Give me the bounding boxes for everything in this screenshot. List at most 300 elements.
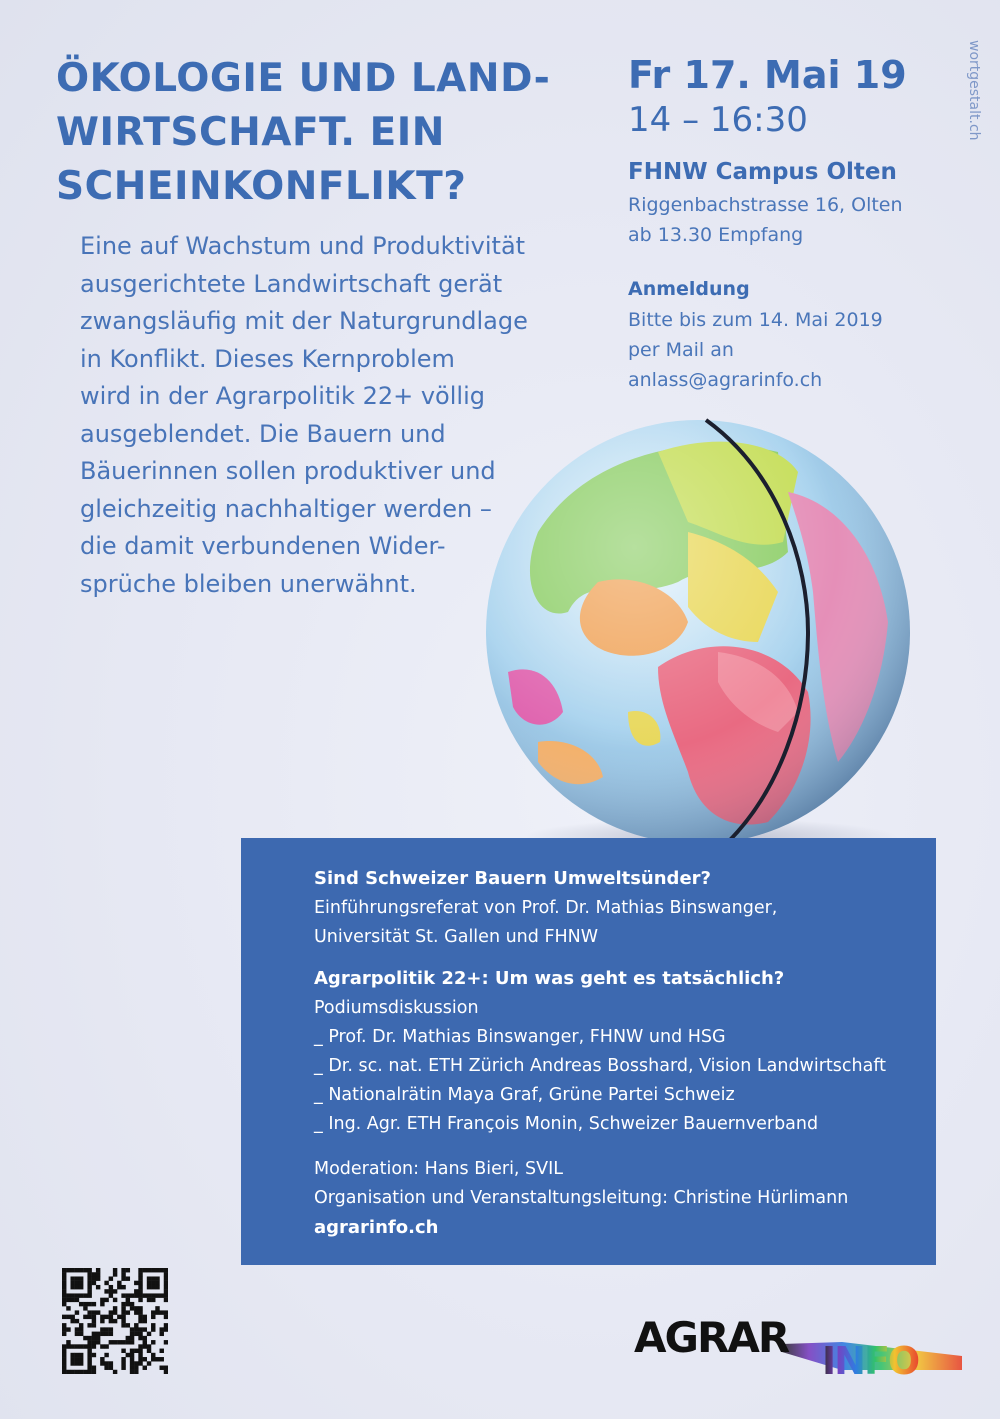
qr-module xyxy=(109,1310,113,1314)
title-line: WIRTSCHAFT. EIN xyxy=(56,110,445,155)
qr-module xyxy=(79,1285,83,1289)
qr-module xyxy=(134,1361,138,1365)
qr-module xyxy=(151,1285,155,1289)
qr-module xyxy=(92,1370,96,1374)
qr-module xyxy=(83,1306,87,1310)
qr-module xyxy=(113,1340,117,1344)
intro-line: Eine auf Wachstum und Produktivität xyxy=(80,232,526,260)
panelist: _ Prof. Dr. Mathias Binswanger, FHNW und HSG xyxy=(314,1027,726,1047)
qr-module xyxy=(134,1323,138,1327)
qr-module xyxy=(92,1281,96,1285)
qr-module xyxy=(70,1361,74,1365)
qr-module xyxy=(92,1336,96,1340)
qr-module xyxy=(62,1353,66,1357)
qr-module xyxy=(87,1353,91,1357)
qr-module xyxy=(75,1281,79,1285)
qr-module xyxy=(164,1340,168,1344)
qr-module xyxy=(130,1366,134,1370)
qr-module xyxy=(164,1327,168,1331)
qr-module xyxy=(160,1349,164,1353)
qr-module xyxy=(164,1285,168,1289)
qr-module xyxy=(164,1366,168,1370)
intro-line: sprüche bleiben unerwähnt. xyxy=(80,569,417,598)
qr-module xyxy=(138,1349,142,1353)
qr-module xyxy=(87,1289,91,1293)
qr-module xyxy=(70,1319,74,1323)
qr-module xyxy=(151,1315,155,1319)
panelist: _ Ing. Agr. ETH François Monin, Schweizer Bauernverband xyxy=(314,1114,819,1134)
qr-module xyxy=(147,1285,151,1289)
qr-module xyxy=(104,1366,108,1370)
qr-module xyxy=(66,1268,70,1272)
qr-module xyxy=(151,1298,155,1302)
qr-module xyxy=(164,1276,168,1280)
qr-module xyxy=(83,1315,87,1319)
qr-module xyxy=(87,1276,91,1280)
qr-module xyxy=(104,1315,108,1319)
qr-module xyxy=(62,1366,66,1370)
qr-module xyxy=(96,1272,100,1276)
qr-module xyxy=(143,1315,147,1319)
qr-module xyxy=(138,1289,142,1293)
qr-module xyxy=(134,1327,138,1331)
registration-email[interactable]: anlass@agrarinfo.ch xyxy=(628,369,823,391)
qr-module xyxy=(109,1327,113,1331)
qr-module xyxy=(109,1340,113,1344)
qr-module xyxy=(151,1268,155,1272)
qr-module xyxy=(130,1353,134,1357)
qr-module xyxy=(62,1327,66,1331)
intro-line: wird in der Agrarpolitik 22+ völlig xyxy=(80,382,485,410)
qr-module xyxy=(66,1315,70,1319)
qr-module xyxy=(147,1298,151,1302)
qr-module xyxy=(155,1306,159,1310)
qr-module xyxy=(164,1289,168,1293)
qr-module xyxy=(109,1276,113,1280)
qr-module xyxy=(126,1353,130,1357)
qr-module xyxy=(113,1298,117,1302)
qr-module xyxy=(79,1332,83,1336)
qr-module xyxy=(164,1310,168,1314)
qr-module xyxy=(130,1332,134,1336)
qr-module xyxy=(79,1302,83,1306)
qr-module xyxy=(96,1340,100,1344)
qr-module xyxy=(62,1293,66,1297)
qr-module xyxy=(87,1285,91,1289)
qr-module xyxy=(92,1323,96,1327)
talk-line: Einführungsreferat von Prof. Dr. Mathias Binswanger, xyxy=(314,898,778,918)
qr-module xyxy=(121,1349,125,1353)
qr-module xyxy=(164,1323,168,1327)
qr-module xyxy=(143,1336,147,1340)
qr-module xyxy=(126,1336,130,1340)
qr-module xyxy=(121,1306,125,1310)
website-link[interactable]: agrarinfo.ch xyxy=(314,1217,439,1238)
qr-module xyxy=(130,1370,134,1374)
qr-module xyxy=(138,1285,142,1289)
qr-module xyxy=(75,1268,79,1272)
qr-module xyxy=(83,1293,87,1297)
event-time: 14 – 16:30 xyxy=(628,100,808,140)
qr-module xyxy=(126,1310,130,1314)
intro-line: ausgeblendet. Die Bauern und xyxy=(80,419,446,448)
qr-module xyxy=(151,1323,155,1327)
qr-module xyxy=(130,1336,134,1340)
qr-module xyxy=(143,1293,147,1297)
qr-module xyxy=(100,1332,104,1336)
qr-code-icon[interactable] xyxy=(62,1268,168,1374)
qr-module xyxy=(160,1332,164,1336)
qr-module xyxy=(66,1370,70,1374)
qr-module xyxy=(79,1323,83,1327)
qr-module xyxy=(83,1344,87,1348)
qr-module xyxy=(160,1293,164,1297)
qr-module xyxy=(70,1281,74,1285)
qr-module xyxy=(100,1319,104,1323)
qr-module xyxy=(109,1332,113,1336)
qr-module xyxy=(164,1268,168,1272)
qr-module xyxy=(147,1268,151,1272)
qr-module xyxy=(96,1276,100,1280)
qr-module xyxy=(87,1281,91,1285)
qr-module xyxy=(66,1293,70,1297)
qr-module xyxy=(113,1272,117,1276)
qr-module xyxy=(66,1298,70,1302)
event-title xyxy=(56,52,616,214)
qr-module xyxy=(155,1357,159,1361)
qr-module xyxy=(151,1281,155,1285)
qr-module xyxy=(138,1361,142,1365)
qr-module xyxy=(126,1268,130,1272)
qr-module xyxy=(62,1315,66,1319)
qr-module xyxy=(134,1370,138,1374)
qr-module xyxy=(134,1306,138,1310)
qr-module xyxy=(87,1315,91,1319)
qr-module xyxy=(147,1293,151,1297)
qr-module xyxy=(100,1302,104,1306)
qr-module xyxy=(143,1344,147,1348)
qr-module xyxy=(79,1370,83,1374)
qr-module xyxy=(151,1293,155,1297)
intro-line: in Konflikt. Dieses Kernproblem xyxy=(80,344,455,373)
globe-image xyxy=(478,412,918,852)
qr-module xyxy=(147,1276,151,1280)
qr-module xyxy=(70,1353,74,1357)
qr-module xyxy=(151,1310,155,1314)
qr-module xyxy=(121,1310,125,1314)
globe-icon xyxy=(478,412,918,852)
qr-module xyxy=(104,1289,108,1293)
qr-module xyxy=(121,1319,125,1323)
qr-module xyxy=(126,1298,130,1302)
qr-module xyxy=(62,1357,66,1361)
registration-title: Anmeldung xyxy=(628,278,750,300)
qr-module xyxy=(79,1281,83,1285)
qr-module xyxy=(147,1349,151,1353)
qr-module xyxy=(83,1302,87,1306)
qr-module xyxy=(121,1285,125,1289)
qr-module xyxy=(138,1293,142,1297)
panelist: _ Dr. sc. nat. ETH Zürich Andreas Bosshard, Vision Landwirtschaft xyxy=(314,1056,887,1076)
intro-line: Bäuerinnen sollen produktiver und xyxy=(80,457,496,485)
qr-module xyxy=(87,1357,91,1361)
qr-module xyxy=(117,1315,121,1319)
qr-module xyxy=(70,1298,74,1302)
qr-module xyxy=(75,1344,79,1348)
qr-module xyxy=(100,1327,104,1331)
qr-module xyxy=(164,1293,168,1297)
qr-module xyxy=(62,1332,66,1336)
qr-module xyxy=(70,1357,74,1361)
qr-module xyxy=(92,1340,96,1344)
qr-module xyxy=(138,1332,142,1336)
qr-module xyxy=(117,1285,121,1289)
qr-module xyxy=(138,1298,142,1302)
qr-module xyxy=(109,1289,113,1293)
qr-module xyxy=(130,1357,134,1361)
qr-module xyxy=(134,1332,138,1336)
qr-code-graphic xyxy=(62,1268,168,1374)
qr-module xyxy=(147,1344,151,1348)
qr-module xyxy=(113,1310,117,1314)
qr-module xyxy=(151,1357,155,1361)
qr-module xyxy=(130,1302,134,1306)
qr-module xyxy=(75,1310,79,1314)
registration-line: Bitte bis zum 14. Mai 2019 xyxy=(628,309,883,331)
qr-module xyxy=(66,1344,70,1348)
qr-module xyxy=(62,1272,66,1276)
qr-module xyxy=(92,1319,96,1323)
qr-module xyxy=(96,1268,100,1272)
panel-title: Agrarpolitik 22+: Um was geht es tatsächlich? xyxy=(314,968,785,989)
qr-module xyxy=(62,1361,66,1365)
qr-module xyxy=(130,1327,134,1331)
qr-module xyxy=(66,1340,70,1344)
qr-module xyxy=(164,1281,168,1285)
qr-module xyxy=(147,1281,151,1285)
qr-module xyxy=(87,1302,91,1306)
qr-module xyxy=(138,1272,142,1276)
qr-module xyxy=(155,1310,159,1314)
qr-module xyxy=(113,1306,117,1310)
program-box xyxy=(241,838,936,1265)
qr-module xyxy=(109,1293,113,1297)
qr-module xyxy=(164,1370,168,1374)
qr-module xyxy=(109,1285,113,1289)
qr-module xyxy=(134,1310,138,1314)
qr-module xyxy=(83,1336,87,1340)
qr-module xyxy=(130,1306,134,1310)
qr-module xyxy=(62,1370,66,1374)
qr-module xyxy=(143,1340,147,1344)
qr-module xyxy=(126,1302,130,1306)
qr-module xyxy=(155,1285,159,1289)
qr-module xyxy=(121,1293,125,1297)
qr-module xyxy=(87,1344,91,1348)
qr-module xyxy=(92,1353,96,1357)
qr-module xyxy=(121,1340,125,1344)
moderation: Moderation: Hans Bieri, SVIL xyxy=(314,1159,564,1179)
qr-module xyxy=(138,1344,142,1348)
qr-module xyxy=(121,1272,125,1276)
qr-module xyxy=(143,1319,147,1323)
qr-module xyxy=(96,1310,100,1314)
qr-module xyxy=(83,1370,87,1374)
qr-module xyxy=(130,1349,134,1353)
qr-module xyxy=(138,1276,142,1280)
qr-module xyxy=(104,1353,108,1357)
qr-module xyxy=(113,1289,117,1293)
qr-module xyxy=(70,1315,74,1319)
intro-line: gleichzeitig nachhaltiger werden – xyxy=(80,494,492,523)
qr-module xyxy=(130,1361,134,1365)
event-address-block xyxy=(628,190,903,250)
qr-module xyxy=(62,1276,66,1280)
qr-module xyxy=(75,1327,79,1331)
qr-module xyxy=(147,1332,151,1336)
qr-module xyxy=(79,1327,83,1331)
registration-line: per Mail an xyxy=(628,339,734,361)
qr-module xyxy=(138,1327,142,1331)
qr-module xyxy=(164,1272,168,1276)
qr-module xyxy=(155,1276,159,1280)
qr-module xyxy=(100,1315,104,1319)
qr-module xyxy=(104,1281,108,1285)
qr-module xyxy=(151,1340,155,1344)
qr-module xyxy=(130,1340,134,1344)
qr-module xyxy=(79,1353,83,1357)
qr-module xyxy=(70,1276,74,1280)
qr-module xyxy=(121,1315,125,1319)
qr-module xyxy=(92,1344,96,1348)
qr-module xyxy=(75,1298,79,1302)
qr-module xyxy=(70,1344,74,1348)
qr-module xyxy=(100,1361,104,1365)
qr-module xyxy=(138,1268,142,1272)
qr-module xyxy=(87,1293,91,1297)
intro-line: ausgerichtete Landwirtschaft gerät xyxy=(80,269,503,298)
qr-module xyxy=(62,1302,66,1306)
qr-module xyxy=(113,1319,117,1323)
qr-module xyxy=(134,1349,138,1353)
qr-module xyxy=(121,1357,125,1361)
qr-module xyxy=(113,1268,117,1272)
qr-module xyxy=(126,1340,130,1344)
qr-module xyxy=(83,1268,87,1272)
qr-module xyxy=(87,1272,91,1276)
qr-module xyxy=(121,1268,125,1272)
qr-module xyxy=(130,1293,134,1297)
qr-module xyxy=(155,1268,159,1272)
qr-module xyxy=(62,1289,66,1293)
qr-module xyxy=(160,1357,164,1361)
qr-module xyxy=(134,1281,138,1285)
qr-module xyxy=(87,1323,91,1327)
qr-module xyxy=(62,1344,66,1348)
qr-module xyxy=(66,1327,70,1331)
qr-module xyxy=(160,1310,164,1314)
qr-module xyxy=(92,1272,96,1276)
qr-module xyxy=(75,1361,79,1365)
qr-module xyxy=(75,1285,79,1289)
qr-module xyxy=(147,1361,151,1365)
talk-line: Universität St. Gallen und FHNW xyxy=(314,927,599,947)
qr-module xyxy=(104,1332,108,1336)
qr-module xyxy=(155,1281,159,1285)
qr-module xyxy=(87,1268,91,1272)
qr-module xyxy=(79,1344,83,1348)
qr-module xyxy=(62,1281,66,1285)
qr-module xyxy=(75,1357,79,1361)
event-venue: FHNW Campus Olten xyxy=(628,159,897,185)
logo-part-agrar: AGRAR xyxy=(634,1313,789,1362)
qr-module xyxy=(96,1336,100,1340)
qr-module xyxy=(121,1276,125,1280)
agrarinfo-logo xyxy=(632,1312,962,1382)
qr-module xyxy=(155,1293,159,1297)
intro-line: zwangsläufig mit der Naturgrundlage xyxy=(80,307,528,335)
qr-module xyxy=(109,1366,113,1370)
qr-module xyxy=(109,1319,113,1323)
qr-module xyxy=(75,1319,79,1323)
qr-module xyxy=(62,1268,66,1272)
qr-module xyxy=(138,1315,142,1319)
qr-module xyxy=(92,1302,96,1306)
qr-module xyxy=(79,1293,83,1297)
event-address: Riggenbachstrasse 16, Olten xyxy=(628,194,903,216)
qr-module xyxy=(75,1353,79,1357)
qr-module xyxy=(134,1289,138,1293)
qr-module xyxy=(87,1349,91,1353)
qr-module xyxy=(79,1361,83,1365)
qr-module xyxy=(138,1281,142,1285)
qr-module xyxy=(62,1349,66,1353)
qr-module xyxy=(109,1315,113,1319)
qr-module xyxy=(87,1361,91,1365)
qr-module xyxy=(143,1366,147,1370)
qr-module xyxy=(104,1327,108,1331)
qr-module xyxy=(164,1315,168,1319)
qr-module xyxy=(160,1366,164,1370)
qr-module xyxy=(62,1323,66,1327)
qr-module xyxy=(138,1357,142,1361)
qr-module xyxy=(160,1327,164,1331)
qr-module xyxy=(121,1323,125,1327)
panelist: _ Nationalrätin Maya Graf, Grüne Partei Schweiz xyxy=(314,1085,735,1105)
qr-module xyxy=(70,1370,74,1374)
qr-module xyxy=(70,1268,74,1272)
qr-module xyxy=(104,1361,108,1365)
qr-module xyxy=(75,1276,79,1280)
qr-module xyxy=(121,1366,125,1370)
qr-module xyxy=(87,1310,91,1314)
qr-module xyxy=(75,1370,79,1374)
qr-module xyxy=(104,1344,108,1348)
qr-module xyxy=(109,1361,113,1365)
qr-module xyxy=(70,1293,74,1297)
qr-module xyxy=(138,1310,142,1314)
qr-module xyxy=(79,1268,83,1272)
qr-module xyxy=(96,1332,100,1336)
qr-module xyxy=(75,1293,79,1297)
qr-module xyxy=(126,1276,130,1280)
qr-module xyxy=(92,1276,96,1280)
registration-info xyxy=(628,305,883,395)
qr-module xyxy=(79,1357,83,1361)
title-line: ÖKOLOGIE UND LAND- xyxy=(56,56,551,101)
qr-module xyxy=(121,1361,125,1365)
qr-module xyxy=(79,1276,83,1280)
